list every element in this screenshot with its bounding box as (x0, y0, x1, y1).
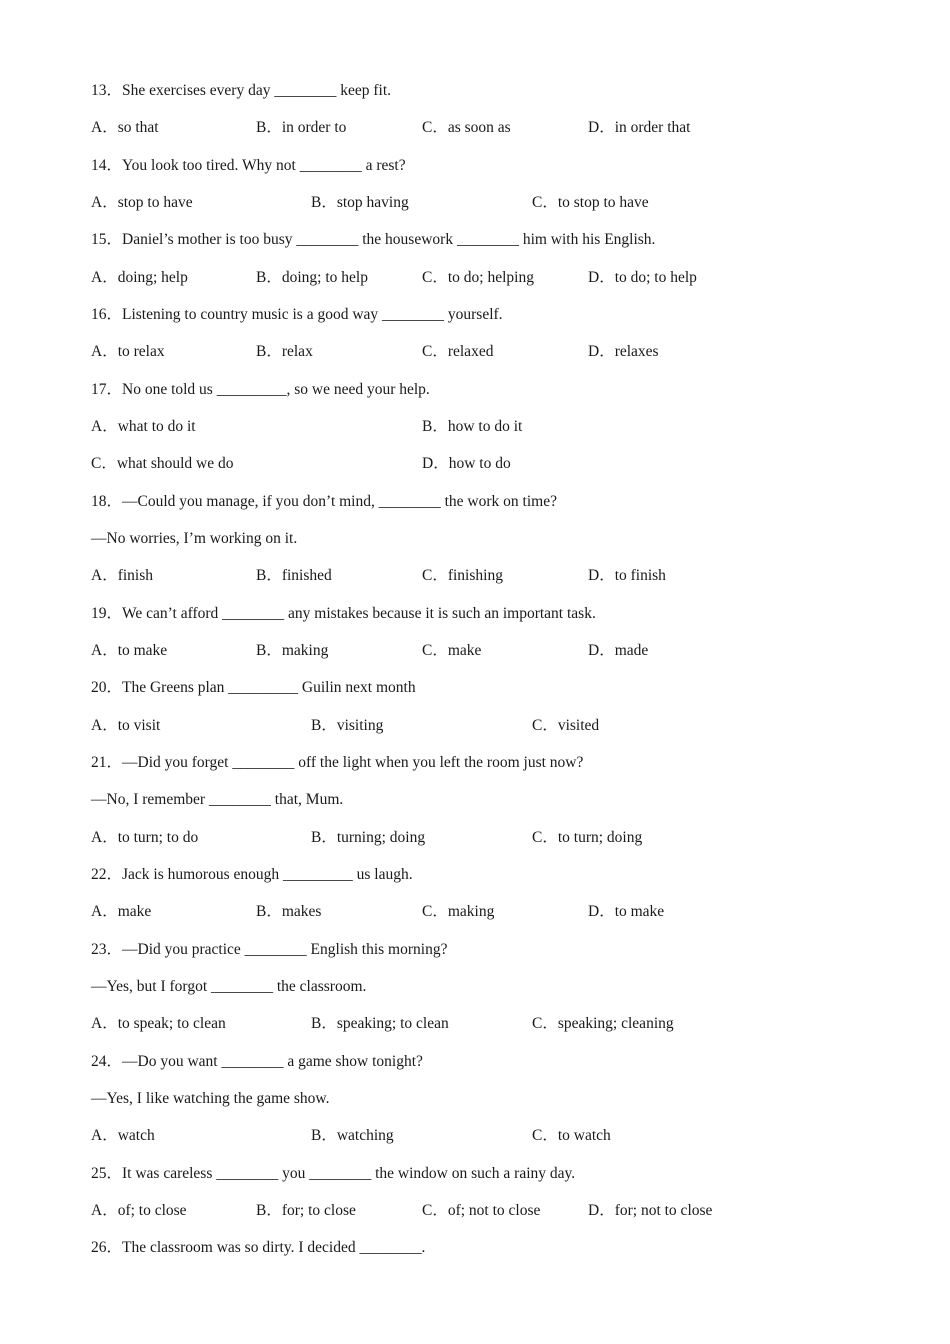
q15-option-a: A．doing; help (91, 269, 188, 286)
q18-option-b: B．finished (256, 567, 332, 584)
q15-option-d: D．to do; to help (588, 269, 697, 286)
question-18-reply: —No worries, I’m working on it. (91, 530, 298, 547)
q18-option-c: C．finishing (422, 567, 503, 584)
q21-option-a: A．to turn; to do (91, 829, 199, 846)
q18-option-d: D．to finish (588, 567, 666, 584)
q19-option-c: C．make (422, 642, 482, 659)
q13-option-b: B．in order to (256, 119, 347, 136)
q16-option-a: A．to relax (91, 343, 165, 360)
question-23-stem: 23．—Did you practice ________ English this morning? (91, 941, 448, 958)
question-24-stem: 24．—Do you want ________ a game show tonight? (91, 1053, 423, 1070)
q18-option-a: A．finish (91, 567, 154, 584)
question-14-stem: 14．You look too tired. Why not ________ a rest? (91, 157, 406, 174)
q25-option-b: B．for; to close (256, 1202, 356, 1219)
question-16-stem: 16．Listening to country music is a good way ________ yourself. (91, 306, 503, 323)
q23-option-a: A．to speak; to clean (91, 1015, 226, 1032)
question-25-stem: 25．It was careless ________ you ________ the window on such a rainy day. (91, 1165, 576, 1182)
q20-option-a: A．to visit (91, 717, 161, 734)
q24-option-a: A．watch (91, 1127, 155, 1144)
question-17-stem: 17．No one told us _________, so we need your help. (91, 381, 430, 398)
q21-option-c: C．to turn; doing (532, 829, 643, 846)
q19-option-b: B．making (256, 642, 329, 659)
q20-option-b: B．visiting (311, 717, 384, 734)
question-22-stem: 22．Jack is humorous enough _________ us laugh. (91, 866, 413, 883)
q13-option-c: C．as soon as (422, 119, 511, 136)
q22-option-d: D．to make (588, 903, 665, 920)
question-26-stem: 26．The classroom was so dirty. I decided ________. (91, 1239, 426, 1256)
question-23-reply: —Yes, but I forgot ________ the classroom. (91, 978, 367, 995)
q14-option-c: C．to stop to have (532, 194, 649, 211)
question-21-reply: —No, I remember ________ that, Mum. (91, 791, 344, 808)
q14-option-a: A．stop to have (91, 194, 193, 211)
question-19-stem: 19．We can’t afford ________ any mistakes because it is such an important task. (91, 605, 596, 622)
q22-option-b: B．makes (256, 903, 322, 920)
q25-option-a: A．of; to close (91, 1202, 187, 1219)
q23-option-c: C．speaking; cleaning (532, 1015, 674, 1032)
q23-option-b: B．speaking; to clean (311, 1015, 449, 1032)
q25-option-d: D．for; not to close (588, 1202, 713, 1219)
q20-option-c: C．visited (532, 717, 600, 734)
q15-option-b: B．doing; to help (256, 269, 368, 286)
q17-option-d: D．how to do (422, 455, 511, 472)
q22-option-a: A．make (91, 903, 152, 920)
question-21-stem: 21．—Did you forget ________ off the light when you left the room just now? (91, 754, 584, 771)
question-18-stem: 18．—Could you manage, if you don’t mind, ________ the work on time? (91, 493, 557, 510)
q25-option-c: C．of; not to close (422, 1202, 541, 1219)
q16-option-b: B．relax (256, 343, 313, 360)
q19-option-d: D．made (588, 642, 649, 659)
question-24-reply: —Yes, I like watching the game show. (91, 1090, 330, 1107)
q21-option-b: B．turning; doing (311, 829, 426, 846)
question-15-stem: 15．Daniel’s mother is too busy ________ the housework ________ him with his English. (91, 231, 656, 248)
q22-option-c: C．making (422, 903, 495, 920)
q16-option-d: D．relaxes (588, 343, 659, 360)
question-13-stem: 13．She exercises every day ________ keep fit. (91, 82, 392, 99)
question-20-stem: 20．The Greens plan _________ Guilin next month (91, 679, 416, 696)
q17-option-a: A．what to do it (91, 418, 196, 435)
q24-option-b: B．watching (311, 1127, 394, 1144)
q24-option-c: C．to watch (532, 1127, 611, 1144)
q17-option-c: C．what should we do (91, 455, 234, 472)
q13-option-a: A．so that (91, 119, 159, 136)
q17-option-b: B．how to do it (422, 418, 523, 435)
q13-option-d: D．in order that (588, 119, 691, 136)
q19-option-a: A．to make (91, 642, 168, 659)
q15-option-c: C．to do; helping (422, 269, 534, 286)
q16-option-c: C．relaxed (422, 343, 494, 360)
q14-option-b: B．stop having (311, 194, 409, 211)
